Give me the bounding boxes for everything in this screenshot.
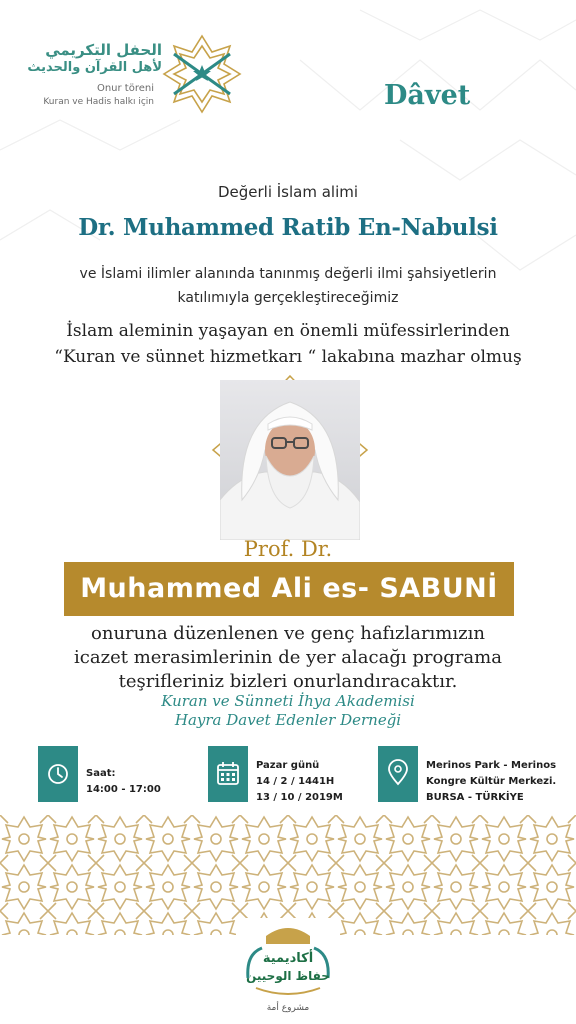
- geometric-pattern: [0, 815, 576, 935]
- academy-arabic-line1: أكاديمية: [262, 951, 314, 966]
- logo-caption-line1: Onur töreni: [96, 83, 154, 94]
- honoree-description-line1: İslam aleminin yaşayan en önemli müfessirlerinden: [66, 321, 510, 341]
- location-line1: Merinos Park - Merinos: [426, 760, 557, 771]
- academy-sub: مشروع أمة: [266, 1003, 310, 1013]
- date-hijri: 14 / 2 / 1441H: [256, 776, 335, 787]
- logo-caption-line2: Kuran ve Hadis halkı için: [43, 97, 154, 107]
- calendar-icon: [208, 746, 248, 802]
- closing-line3: teşrifleriniz bizleri onurlandıracaktır.: [118, 671, 458, 692]
- star-emblem-icon: [160, 32, 244, 116]
- time-info: [86, 766, 161, 798]
- location-icon-box: [378, 746, 418, 802]
- location-info: [426, 758, 556, 806]
- time-value: 14:00 - 17:00: [86, 784, 161, 795]
- date-day: Pazar günü: [256, 760, 320, 771]
- intro-paragraph: [0, 262, 576, 310]
- guest-name: Dr. Muhammed Ratib En-Nabulsi: [78, 214, 498, 241]
- portrait-photo: [220, 380, 360, 540]
- time-label: Saat:: [86, 768, 116, 779]
- clock-icon: [38, 746, 78, 802]
- organizer-2: Hayra Davet Edenler Derneği: [174, 711, 402, 729]
- academy-arabic-line2: حفاظ الوحيين: [246, 969, 330, 983]
- date-icon-box: [208, 746, 248, 802]
- honoree-name: Muhammed Ali es- SABUNİ: [80, 573, 498, 604]
- time-icon-box: [38, 746, 78, 802]
- logo-arabic-title: الحفل التكريمي: [45, 41, 162, 59]
- academy-logo-icon: [236, 918, 340, 1018]
- organizer-1: Kuran ve Sünneti İhya Akademisi: [161, 692, 415, 710]
- location-pin-icon: [378, 746, 418, 802]
- intro-line: Değerli İslam alimi: [217, 183, 359, 201]
- location-line3: BURSA - TÜRKİYE: [426, 792, 524, 803]
- honoree-description-line2: “Kuran ve sünnet hizmetkarı “ lakabına mazhar olmuş: [54, 347, 522, 367]
- date-info: [256, 758, 343, 806]
- closing-paragraph: [0, 622, 576, 694]
- intro-paragraph-line1: ve İslami ilimler alanında tanınmış değerli ilmi şahsiyetlerin: [79, 266, 497, 282]
- organizers: [0, 692, 576, 730]
- invitation-title: Dâvet: [384, 80, 471, 111]
- date-gregorian: 13 / 10 / 2019M: [256, 792, 343, 803]
- honoree-description: [0, 318, 576, 370]
- intro-paragraph-line2: katılımıyla gerçekleştireceğimiz: [177, 290, 399, 306]
- location-line2: Kongre Kültür Merkezi.: [426, 776, 557, 787]
- closing-line1: onuruna düzenlenen ve genç hafızlarımızın: [91, 623, 485, 644]
- closing-line2: icazet merasimlerinin de yer alacağı programa: [74, 647, 502, 668]
- honoree-title: Prof. Dr.: [243, 537, 333, 561]
- logo-arabic-subtitle: لأهل القرآن والحديث: [27, 60, 162, 75]
